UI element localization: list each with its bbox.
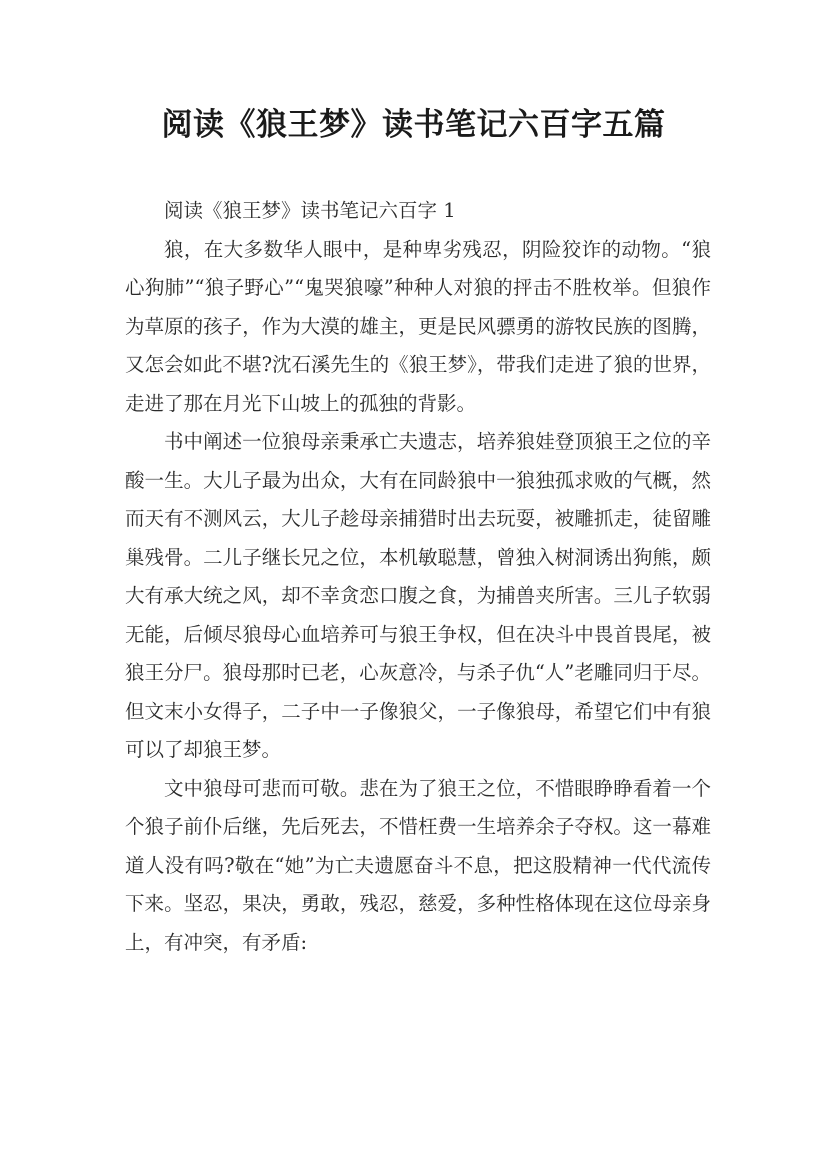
document-title: 阅读《狼王梦》读书笔记六百字五篇 xyxy=(161,107,666,143)
document-body xyxy=(125,192,711,962)
section-heading: 阅读《狼王梦》读书笔记六百字 1 xyxy=(164,199,456,222)
paragraph: 文中狼母可悲而可敬。悲在为了狼王之位，不惜眼睁睁看着一个个狼子前仆后继，先后死去，不惜枉费一生培养余子夺权。这一幕难道人没有吗?敬在“她”为亡夫遗愿奋斗不息，把这股精神一代代流传下来。坚忍，果决，勇敢，残忍，慈爱，多种性格体现在这位母亲身上，有冲突，有矛盾: xyxy=(125,776,711,954)
paragraph: 书中阐述一位狼母亲秉承亡夫遗志，培养狼娃登顶狼王之位的辛酸一生。大儿子最为出众，大有在同龄狼中一狼独孤求败的气概，然而天有不测风云，大儿子趁母亲捕猎时出去玩耍，被雕抓走，徒留雕巢残骨。二儿子继长兄之位，本机敏聪慧，曾独入树洞诱出狗熊，颇大有承大统之风，却不幸贪恋口腹之食，为捕兽夹所害。三儿子软弱无能，后倾尽狼母心血培养可与狼王争权，但在决斗中畏首畏尾，被狼王分尸。狼母那时已老，心灰意冷，与杀子仇“人”老雕同归于尽。但文末小女得子，二子中一子像狼父，一子像狼母，希望它们中有狼可以了却狼王梦。 xyxy=(125,430,711,761)
paragraph: 狼，在大多数华人眼中，是种卑劣残忍，阴险狡诈的动物。“狼心狗肺”“狼子野心”“鬼哭狼嚎”种种人对狼的抨击不胜枚举。但狼作为草原的孩子，作为大漠的雄主，更是民风骠勇的游牧民族的图腾，又怎会如此不堪?沈石溪先生的《狼王梦》，带我们走进了狼的世界，走进了那在月光下山坡上的孤独的背影。 xyxy=(125,237,711,415)
